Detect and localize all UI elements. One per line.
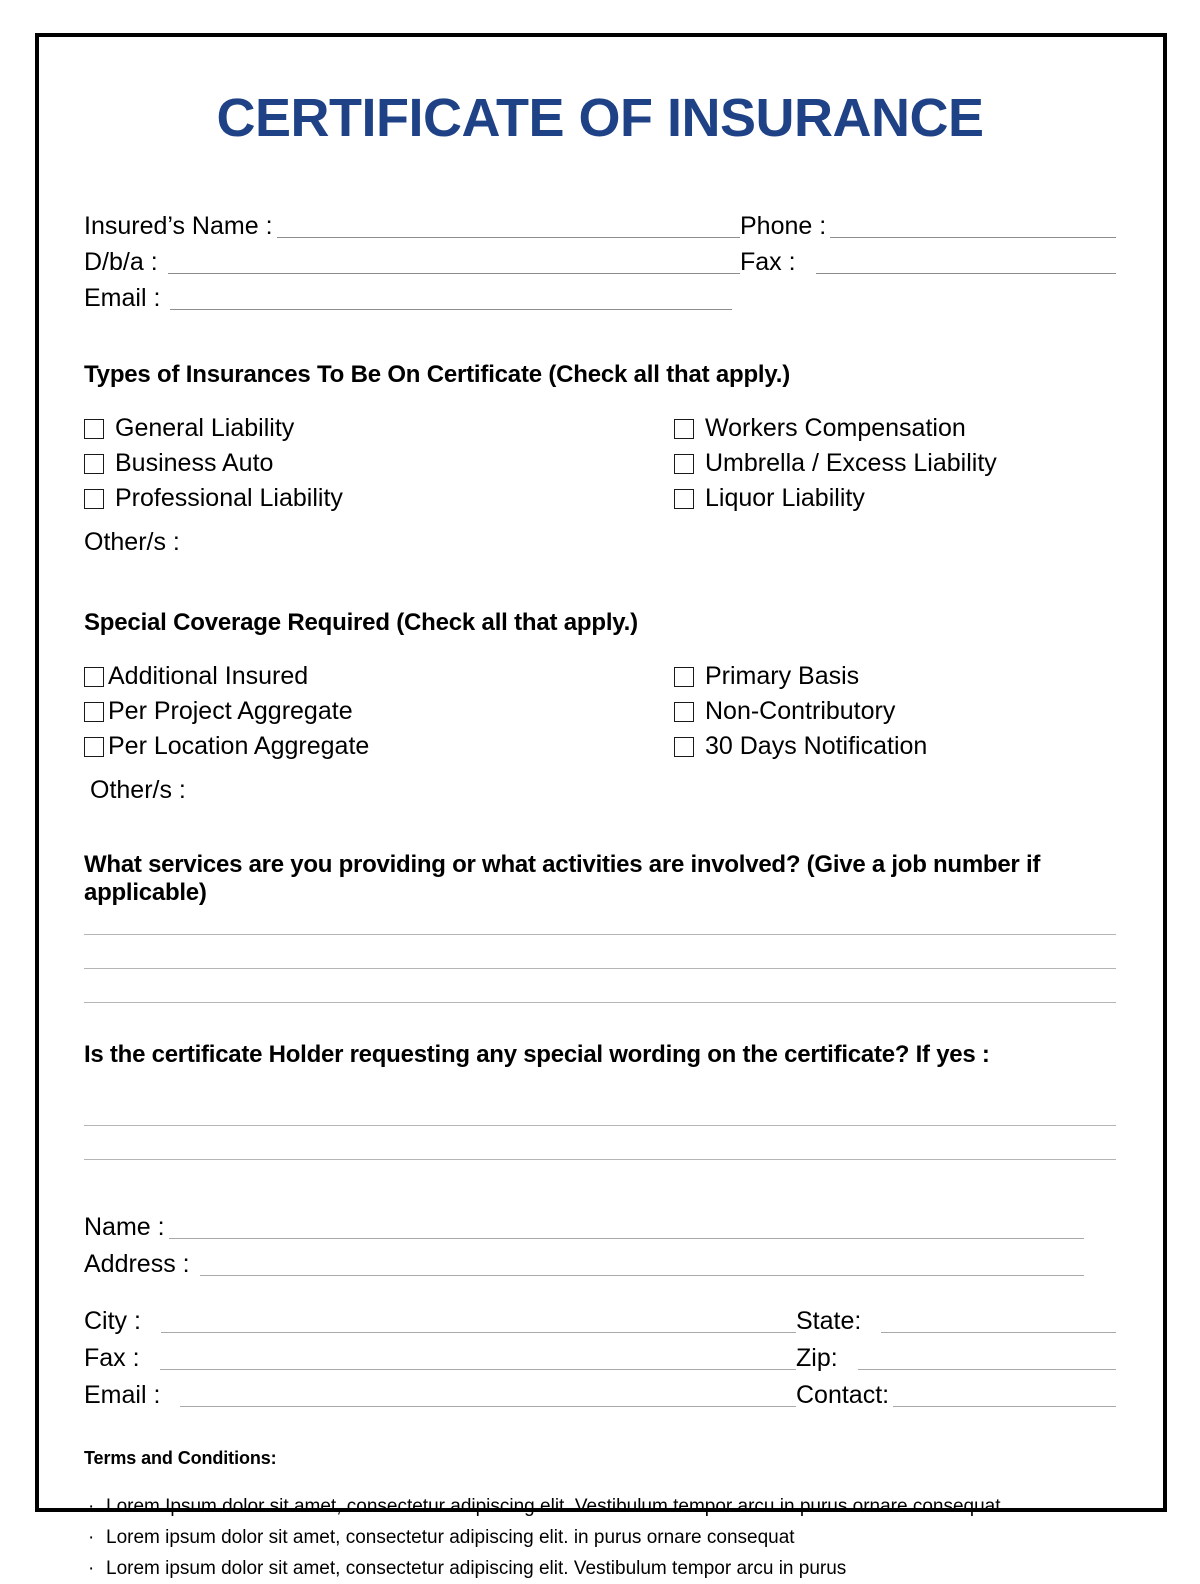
holder-zip-label: Zip: — [796, 1343, 838, 1372]
holder-fax-label: Fax : — [84, 1343, 140, 1372]
checkbox-label: General Liability — [115, 413, 295, 442]
checkbox-label: Per Location Aggregate — [108, 731, 370, 760]
terms-list-item — [84, 1522, 1116, 1553]
holder-email-input[interactable] — [180, 1405, 796, 1407]
checkbox-non-contributory[interactable] — [674, 694, 1116, 728]
checkbox-general-liability[interactable] — [84, 411, 674, 445]
holder-contact-input[interactable] — [893, 1405, 1116, 1407]
holder-state-label: State: — [796, 1306, 862, 1335]
holder-email-label: Email : — [84, 1380, 161, 1409]
holder-contact-label: Contact: — [796, 1380, 890, 1409]
write-in-line[interactable] — [84, 934, 1116, 935]
insured-name-row — [84, 209, 1116, 243]
insured-name-label: Insured’s Name : — [84, 211, 273, 240]
checkbox-label: Non-Contributory — [705, 696, 896, 725]
dba-row — [84, 245, 1116, 279]
special-others-field[interactable] — [84, 773, 1116, 807]
insured-name-input[interactable] — [277, 236, 740, 238]
types-left-column — [84, 411, 674, 516]
holder-name-row — [84, 1210, 1116, 1244]
terms-list-item — [84, 1491, 1116, 1522]
types-others-label: Other/s : — [84, 527, 180, 556]
checkbox-liquor-liability[interactable] — [674, 481, 1116, 515]
holder-city-input[interactable] — [161, 1331, 796, 1333]
terms-list-item — [84, 1553, 1116, 1584]
fax-input[interactable] — [816, 272, 1116, 274]
special-checkbox-grid — [84, 659, 1116, 764]
write-in-line[interactable] — [84, 1125, 1116, 1126]
terms-item-text: Lorem Ipsum dolor sit amet, consectetur adipiscing elit. Vestibulum tempor arcu in purus ornare consequat. — [106, 1495, 1006, 1517]
holder-name-label: Name : — [84, 1212, 165, 1241]
checkbox-business-auto[interactable] — [84, 446, 674, 480]
dba-input[interactable] — [168, 272, 740, 274]
wording-answer-area[interactable] — [84, 1125, 1116, 1160]
holder-city-label: City : — [84, 1306, 141, 1335]
checkbox-additional-insured[interactable] — [84, 659, 674, 693]
checkbox-label: Liquor Liability — [705, 483, 865, 512]
checkbox-label: Workers Compensation — [705, 413, 966, 442]
email-row — [84, 281, 1116, 315]
holder-fax-zip-row — [84, 1341, 1116, 1375]
fax-label: Fax : — [740, 247, 796, 276]
checkbox-box-icon[interactable] — [84, 667, 104, 687]
checkbox-box-icon[interactable] — [84, 454, 104, 474]
checkbox-primary-basis[interactable] — [674, 659, 1116, 693]
special-others-label: Other/s : — [90, 775, 186, 804]
phone-input[interactable] — [830, 236, 1116, 238]
holder-zip-input[interactable] — [858, 1368, 1116, 1370]
holder-name-input[interactable] — [169, 1237, 1084, 1239]
services-question-heading: What services are you providing or what activities are involved? (Give a job number if applicable) — [84, 850, 1041, 906]
write-in-line[interactable] — [84, 968, 1116, 969]
checkbox-label: Professional Liability — [115, 483, 343, 512]
email-label: Email : — [84, 283, 161, 312]
checkbox-box-icon[interactable] — [674, 737, 694, 757]
wording-question-heading: Is the certificate Holder requesting any special wording on the certificate? If yes : — [84, 1040, 990, 1068]
special-coverage-heading: Special Coverage Required (Check all that apply.) — [84, 608, 638, 636]
terms-title: Terms and Conditions: — [84, 1447, 277, 1468]
checkbox-per-project-aggregate[interactable] — [84, 694, 674, 728]
checkbox-per-location-aggregate[interactable] — [84, 729, 674, 763]
write-in-line[interactable] — [84, 1159, 1116, 1160]
checkbox-box-icon[interactable] — [84, 489, 104, 509]
checkbox-box-icon[interactable] — [84, 702, 104, 722]
types-section-heading: Types of Insurances To Be On Certificate (Check all that apply.) — [84, 360, 791, 388]
email-input[interactable] — [170, 308, 732, 310]
checkbox-label: 30 Days Notification — [705, 731, 928, 760]
terms-and-conditions-section — [84, 1448, 1116, 1584]
checkbox-box-icon[interactable] — [674, 489, 694, 509]
certificate-holder-block — [84, 1210, 1116, 1412]
bullet-icon: · — [88, 1526, 95, 1548]
insured-fields-block — [84, 209, 1116, 315]
types-others-field[interactable] — [84, 525, 1116, 559]
types-checkbox-grid — [84, 411, 1116, 516]
holder-city-state-row — [84, 1304, 1116, 1338]
form-content — [84, 33, 1116, 1584]
checkbox-label: Per Project Aggregate — [108, 696, 353, 725]
checkbox-box-icon[interactable] — [674, 454, 694, 474]
phone-label: Phone : — [740, 211, 827, 240]
terms-item-text: Lorem ipsum dolor sit amet, consectetur adipiscing elit. Vestibulum tempor arcu in purus — [106, 1557, 847, 1579]
types-right-column — [674, 411, 1116, 516]
checkbox-box-icon[interactable] — [674, 667, 694, 687]
holder-address-label: Address : — [84, 1249, 190, 1278]
checkbox-umbrella-excess-liability[interactable] — [674, 446, 1116, 480]
checkbox-box-icon[interactable] — [84, 419, 104, 439]
holder-email-contact-row — [84, 1378, 1116, 1412]
holder-fax-input[interactable] — [160, 1368, 796, 1370]
write-in-line[interactable] — [84, 1002, 1116, 1003]
checkbox-label: Business Auto — [115, 448, 274, 477]
terms-list — [84, 1491, 1116, 1584]
holder-state-input[interactable] — [881, 1331, 1116, 1333]
checkbox-box-icon[interactable] — [84, 737, 104, 757]
checkbox-label: Primary Basis — [705, 661, 860, 690]
page-title: CERTIFICATE OF INSURANCE — [216, 88, 984, 148]
special-right-column — [674, 659, 1116, 764]
checkbox-label: Additional Insured — [108, 661, 309, 690]
bullet-icon: · — [88, 1495, 95, 1517]
checkbox-30-days-notification[interactable] — [674, 729, 1116, 763]
checkbox-box-icon[interactable] — [674, 419, 694, 439]
bullet-icon: · — [88, 1557, 95, 1579]
checkbox-professional-liability[interactable] — [84, 481, 674, 515]
holder-address-input[interactable] — [200, 1274, 1084, 1276]
checkbox-workers-compensation[interactable] — [674, 411, 1116, 445]
terms-item-text: Lorem ipsum dolor sit amet, consectetur adipiscing elit. in purus ornare consequat — [106, 1526, 795, 1548]
services-answer-area[interactable] — [84, 934, 1116, 1003]
special-left-column — [84, 659, 674, 764]
checkbox-box-icon[interactable] — [674, 702, 694, 722]
checkbox-label: Umbrella / Excess Liability — [705, 448, 997, 477]
holder-address-row — [84, 1247, 1116, 1281]
dba-label: D/b/a : — [84, 247, 158, 276]
